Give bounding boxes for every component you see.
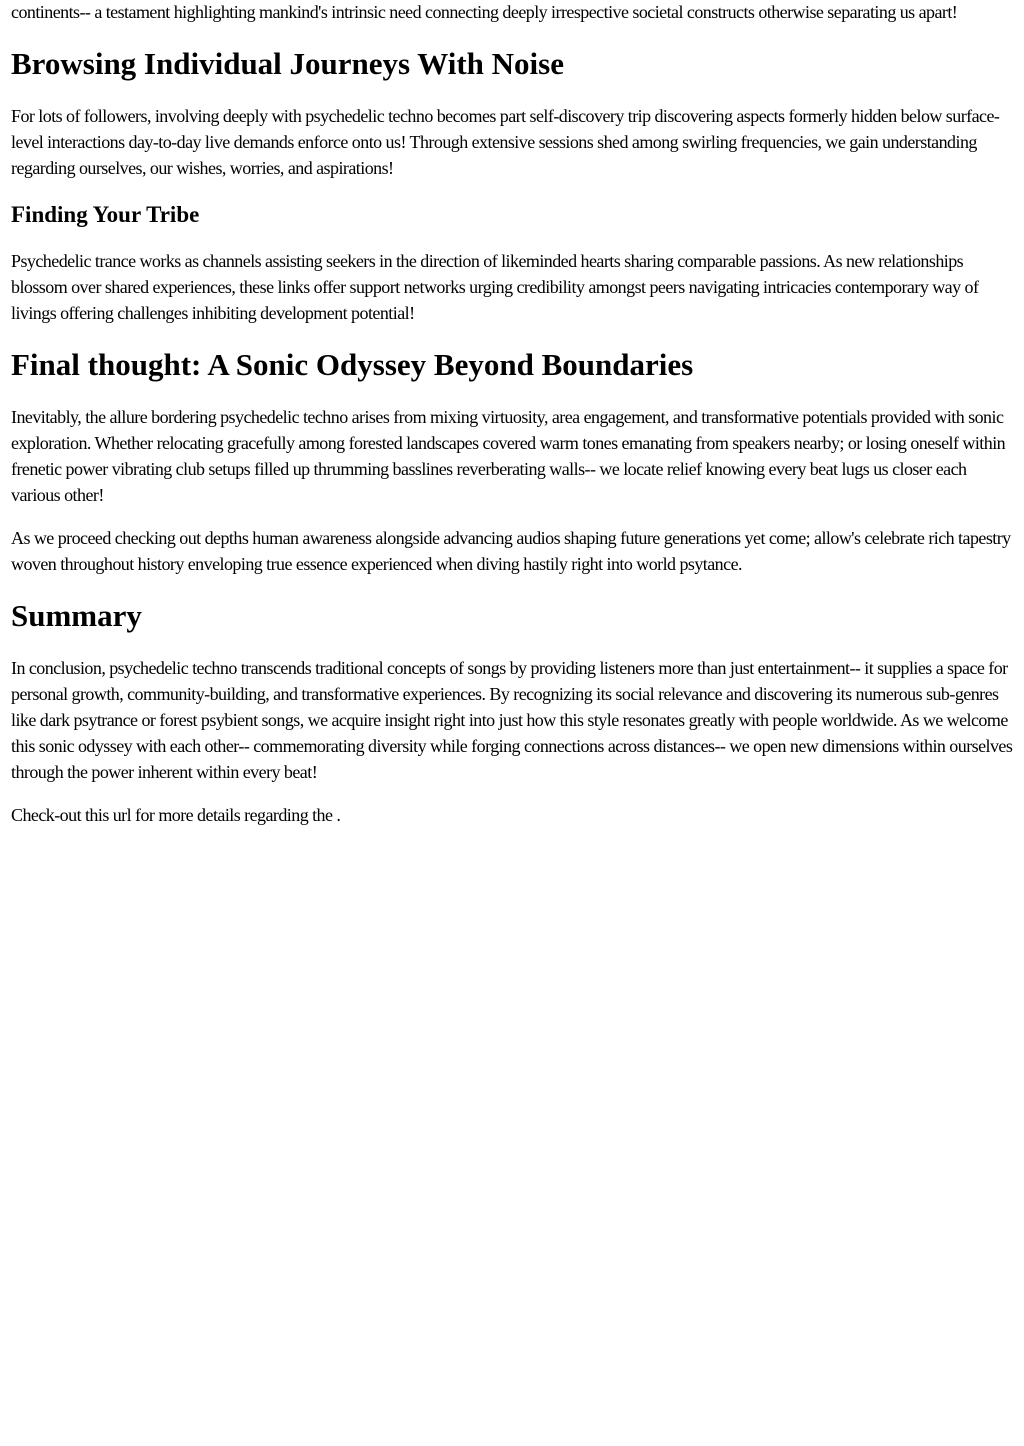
summary-paragraph: In conclusion, psychedelic techno transcends traditional concepts of songs by providing listeners more than just entertainment-- it supplies a space for personal growth, community-building, and transformative experiences. By recognizing its social relevance and discovering its numerous sub-genres like dark psytrance or forest psybient songs, we acquire insight right into just how this style resonates greatly with people worldwide. As we welcome this sonic odyssey with each other-- commemorating diversity while forging connections across distances-- we open new dimensions within ourselves through the power inherent within every beat! <box>11 658 1013 782</box>
heading-summary: Summary <box>11 598 142 633</box>
heading-browsing-journeys: Browsing Individual Journeys With Noise <box>11 46 564 81</box>
tribe-paragraph: Psychedelic trance works as channels assisting seekers in the direction of likeminded hearts sharing comparable passions. As new relationships blossom over shared experiences, these links offer support networks urging credibility amongst peers navigating intricacies contemporary way of livings offering challenges inhibiting development potential! <box>11 251 979 323</box>
heading-finding-tribe: Finding Your Tribe <box>11 202 200 227</box>
heading-final-thought: Final thought: A Sonic Odyssey Beyond Boundaries <box>11 347 694 382</box>
final-paragraph-2: As we proceed checking out depths human awareness alongside advancing audios shaping future generations yet come; allow's celebrate rich tapestry woven throughout history enveloping true essence experienced when diving hastily right into world psytance. <box>11 528 1011 574</box>
intro-paragraph: continents-- a testament highlighting mankind's intrinsic need connecting deeply irrespective societal constructs otherwise separating us apart! <box>11 2 958 22</box>
final-paragraph-1: Inevitably, the allure bordering psychedelic techno arises from mixing virtuosity, area engagement, and transformative potentials provided with sonic exploration. Whether relocating gracefully among forested landscapes covered warm tones emanating from speakers nearby; or losing oneself within frenetic power vibrating club setups filled up thrumming basslines reverberating walls-- we locate relief knowing every beat lugs us closer each various other! <box>11 407 1006 505</box>
journeys-paragraph: For lots of followers, involving deeply with psychedelic techno becomes part self-discovery trip discovering aspects formerly hidden below surface-level interactions day-to-day live demands enforce onto us! Through extensive sessions shed among swirling frequencies, we gain understanding regarding ourselves, our wishes, worries, and aspirations! <box>11 106 1000 178</box>
checkout-link-paragraph[interactable]: Check-out this url for more details regarding the . <box>11 805 341 825</box>
